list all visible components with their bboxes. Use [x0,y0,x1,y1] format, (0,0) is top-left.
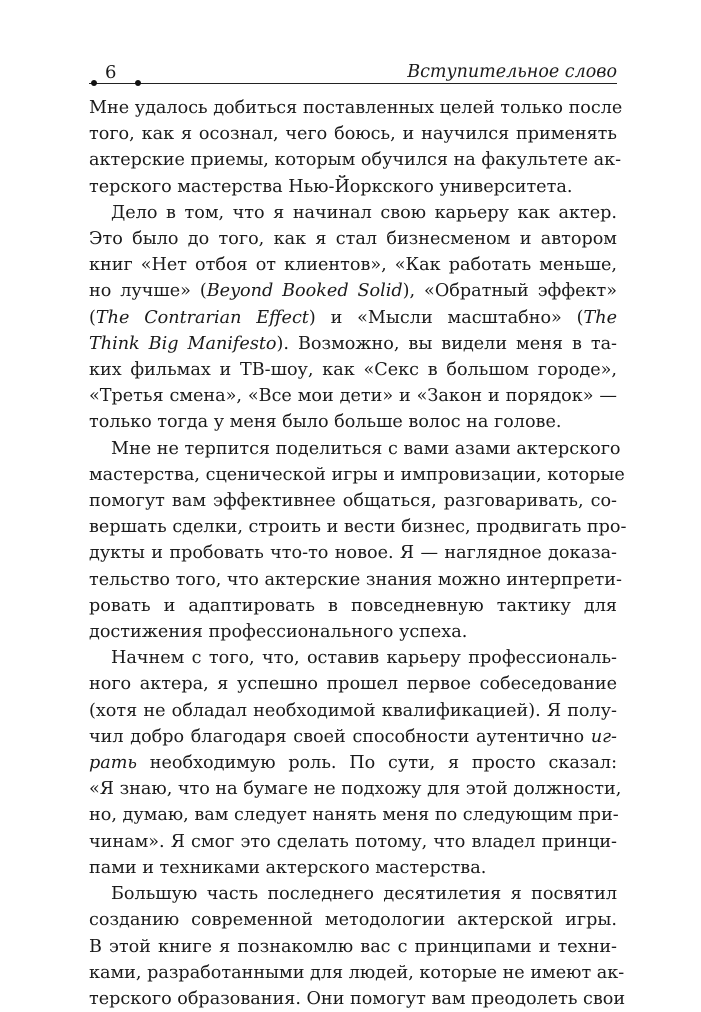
text-line [89,278,617,304]
text-line: Мне удалось добиться поставленных целей только после [89,98,623,118]
text-line: «Я знаю, что на бумаге не подхожу для этой должности, [89,779,622,800]
text-line: ками, разработанными для людей, которые не имеют ак- [89,962,625,983]
book-page [89,60,627,1012]
header-dot-left [91,80,97,86]
text-segment: ) и «Мысли масштабно» ( [308,307,584,328]
text-line: достижения профессионального успеха. [89,622,468,643]
book-title-italic: Beyond Booked Solid [206,281,403,302]
text-line: тельство того, что актерские знания можно интерпрети- [89,569,622,590]
paragraph-1 [89,95,623,200]
book-title-italic: The Contrarian Effect [95,307,309,328]
text-line: ких фильмах и ТВ-шоу, как «Секс в большом городе», [89,360,617,381]
text-line: чинам». Я смог это сделать потому, что владел принци- [89,831,617,852]
book-title-italic: The [583,307,617,328]
header-rule [89,83,617,84]
body-text [89,95,627,1012]
text-segment: чил добро благодаря своей способности аутентично [89,726,585,747]
text-segment: но лучше» ( [89,281,207,302]
page-header [89,60,617,86]
text-segment: ( [89,307,96,328]
text-line: ровать и адаптировать в повседневную тактику для [89,595,617,616]
text-line: «Третья смена», «Все мои дети» и «Закон и порядок» — [89,386,617,407]
text-line: того, как я осознал, чего боюсь, и научился применять [89,124,617,145]
text-line: Большую часть последнего десятилетия я посвятил [111,884,617,905]
text-line: книг «Нет отбоя от клиентов», «Как работать меньше, [89,255,617,276]
text-line: терского мастерства Нью-Йоркского университета. [89,176,573,197]
text-line: Мне не терпится поделиться с вами азами актерского [111,438,621,459]
text-line: (хотя не обладал необходимой квалификацией). Я полу- [89,700,617,721]
text-line: Это было до того, как я стал бизнесменом и автором [89,229,617,250]
text-line: вершать сделки, строить и вести бизнес, продвигать про- [89,517,627,538]
paragraph-5 [89,881,626,1012]
running-title: Вступительное слово [407,62,617,82]
text-segment: необходимую роль. По сути, я просто сказал: [137,753,617,774]
text-line: В этой книге я познакомлю вас с принципами и техни- [89,936,617,957]
text-line: помогут вам эффективнее общаться, разговаривать, со- [89,491,617,512]
text-line: дукты и пробовать что-то новое. Я — наглядное доказа- [89,543,617,564]
text-line [89,331,617,357]
text-line: но, думаю, вам следует нанять меня по следующим при- [89,805,619,826]
text-line: ного актера, я успешно прошел первое собеседование [89,674,617,695]
text-line: пами и техниками актерского мастерства. [89,857,487,878]
text-line: только тогда у меня было больше волос на голове. [89,412,562,433]
text-segment: ), «Обратный эффект» [402,281,618,302]
text-line: терского образования. Они помогут вам преодолеть свои [89,988,626,1009]
text-segment: ). Возможно, вы видели меня в та- [276,333,618,354]
text-line: Дело в том, что я начинал свою карьеру как актер. [111,202,617,223]
paragraph-2 [89,200,617,436]
emphasis-italic: иг- [590,726,617,747]
text-line [89,750,617,776]
text-line: актерские приемы, которым обучился на факультете ак- [89,150,622,171]
paragraph-3 [89,436,627,646]
text-line: созданию современной методологии актерской игры. [89,910,617,931]
book-title-italic: Think Big Manifesto [89,333,277,354]
paragraph-4 [89,645,622,881]
text-line [89,724,617,750]
emphasis-italic: рать [89,753,138,774]
page-number: 6 [105,62,117,83]
text-line: мастерства, сценической игры и импровизации, которые [89,464,625,485]
text-line: Начнем с того, что, оставив карьеру профессиональ- [111,648,617,669]
header-dot-right [135,80,141,86]
text-line [89,305,617,331]
